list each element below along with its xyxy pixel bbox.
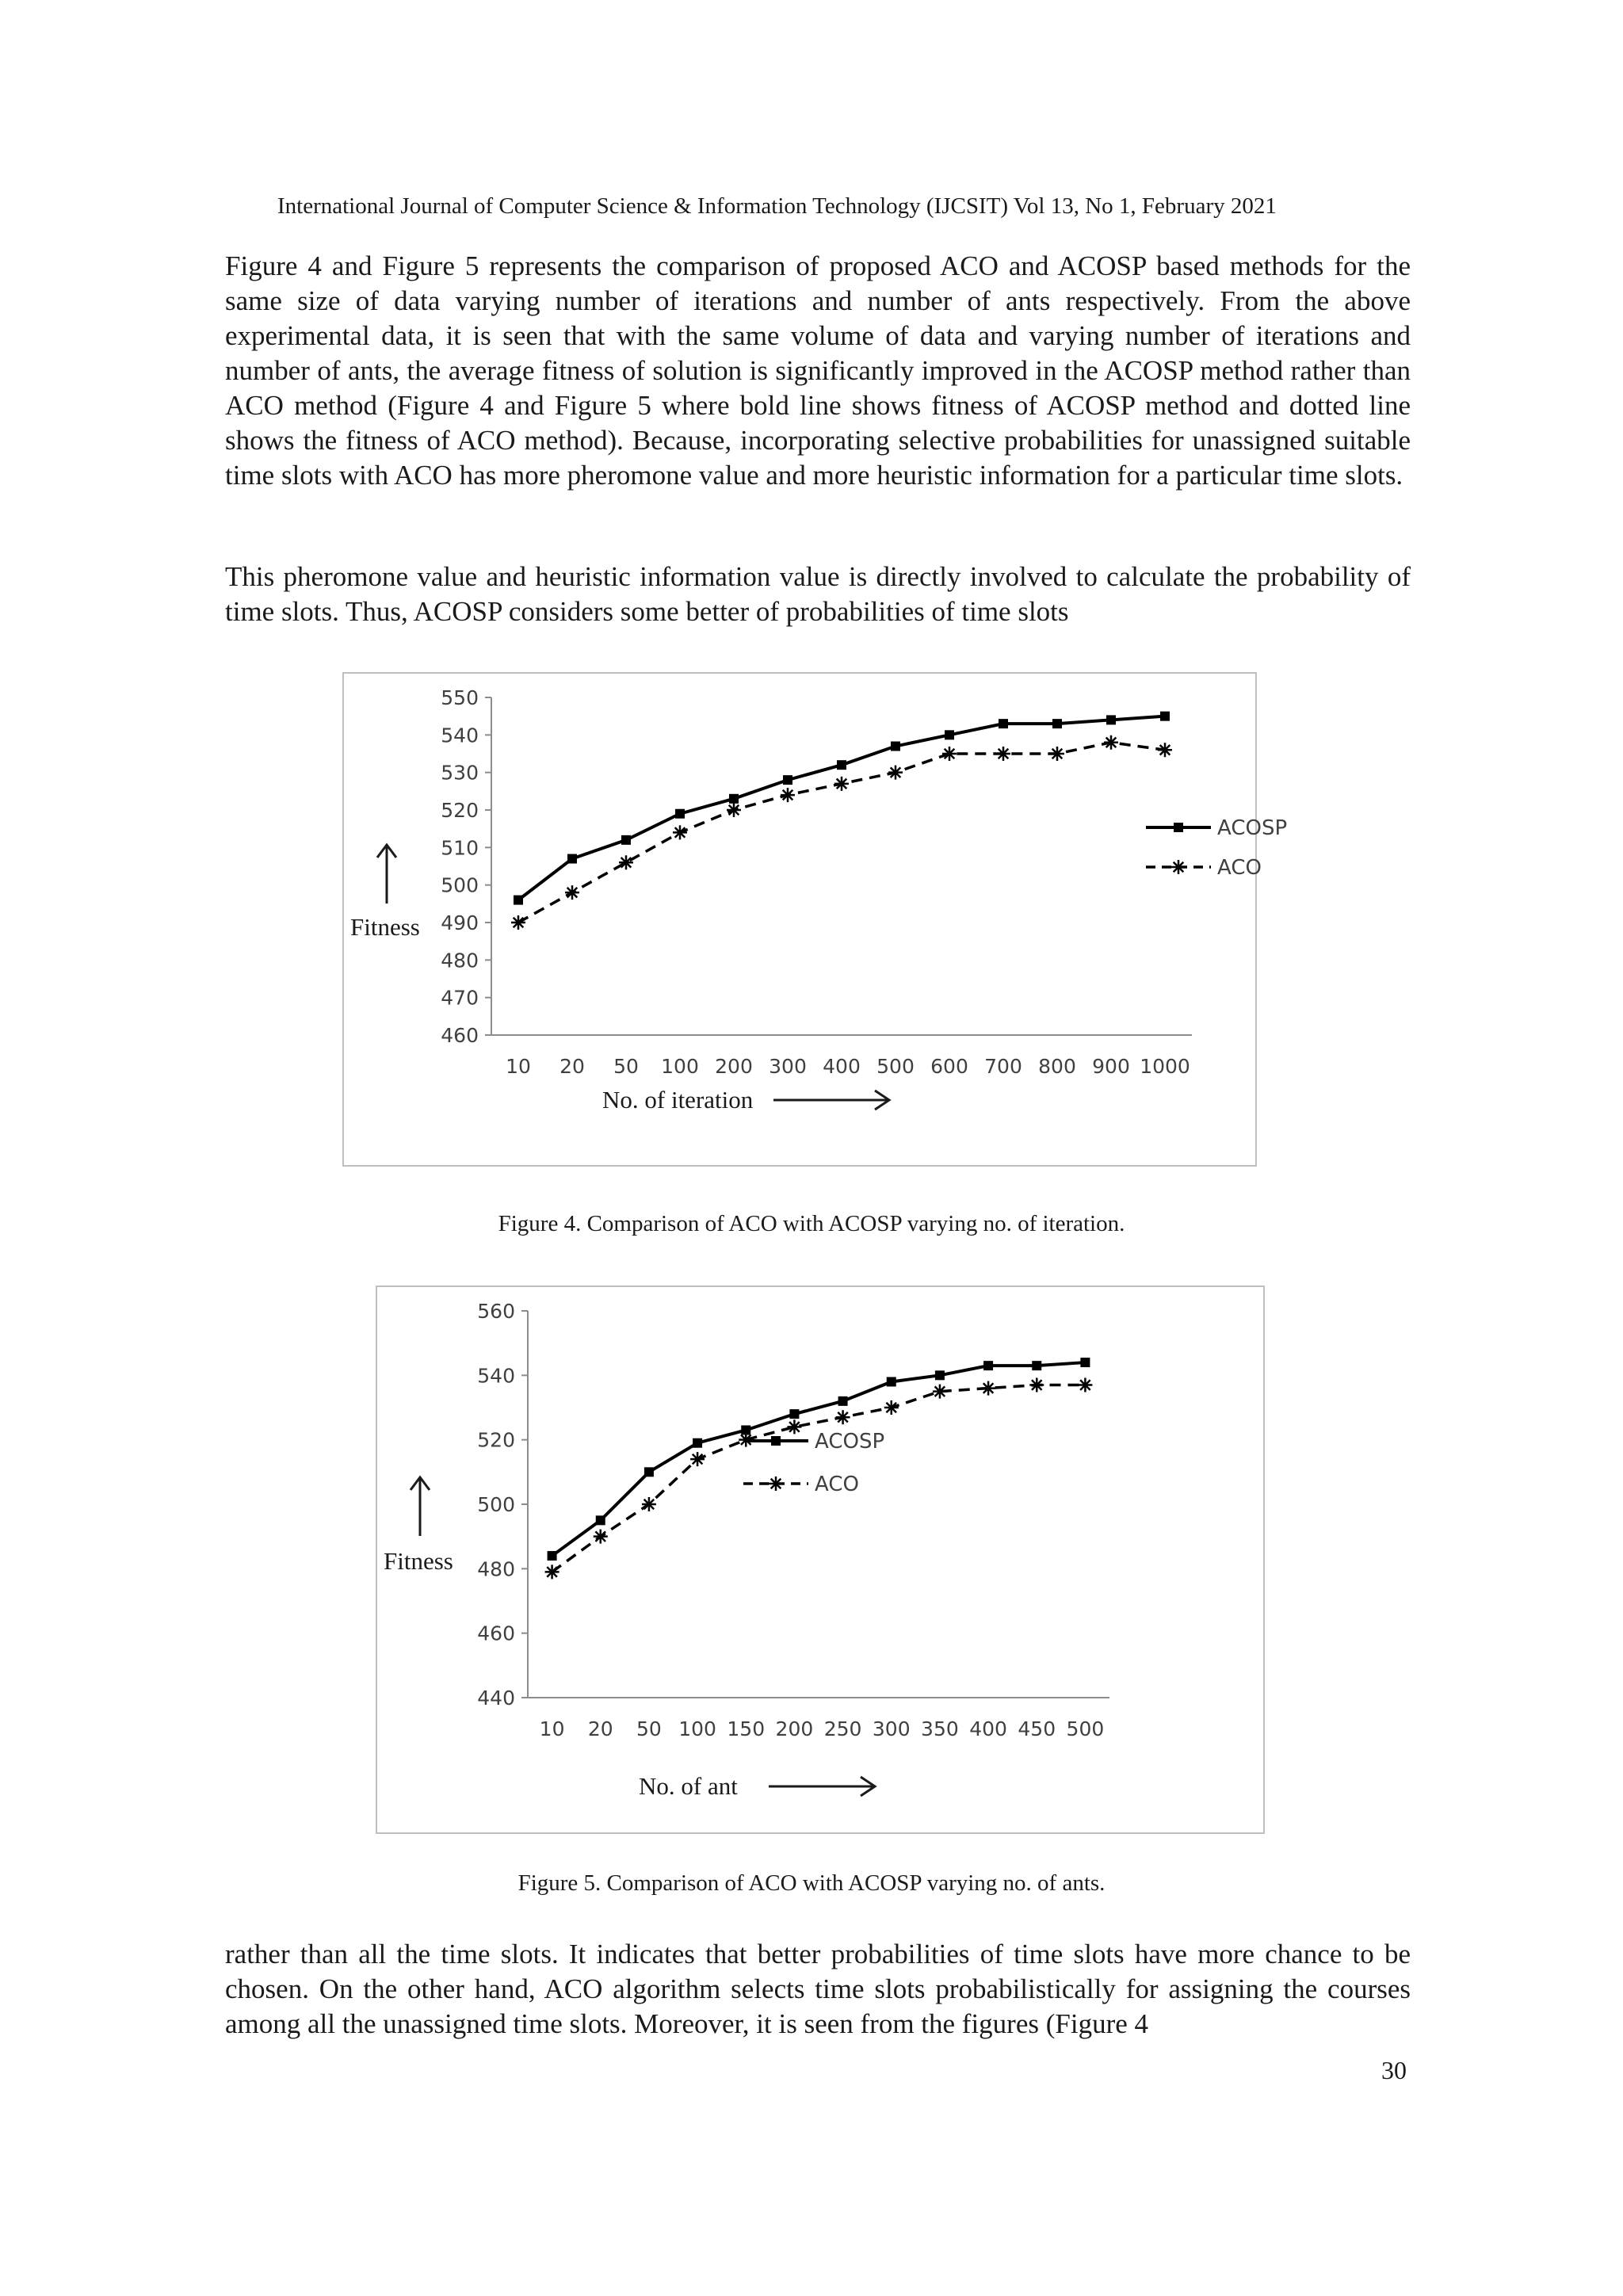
data-point-aco <box>1078 1378 1092 1392</box>
x-tick-label: 800 <box>1038 1055 1076 1078</box>
data-point-aco <box>981 1381 995 1396</box>
figure-4-caption: Figure 4. Comparison of ACO with ACOSP varying no. of iteration. <box>498 1211 1125 1236</box>
legend-label-aco: ACO <box>1217 856 1262 880</box>
data-point-acosp <box>838 1396 848 1406</box>
data-point-aco <box>1029 1378 1044 1392</box>
legend-marker-acosp <box>1174 823 1183 832</box>
x-axis-label: No. of ant <box>639 1772 738 1800</box>
data-point-aco <box>727 803 741 817</box>
x-tick-label: 10 <box>539 1717 565 1740</box>
data-point-aco <box>1158 743 1172 757</box>
legend-label-acosp: ACOSP <box>815 1430 885 1454</box>
data-point-aco <box>933 1385 947 1399</box>
data-point-aco <box>565 885 579 900</box>
data-point-acosp <box>1160 712 1170 721</box>
data-point-aco <box>942 747 957 761</box>
legend-marker-aco <box>769 1477 783 1491</box>
figure-4-svg <box>344 674 1288 1165</box>
y-tick-label: 500 <box>441 873 479 897</box>
data-point-acosp <box>783 775 792 785</box>
y-tick-label: 560 <box>477 1300 515 1323</box>
data-point-aco <box>1104 735 1118 750</box>
y-tick-label: 470 <box>441 986 479 1010</box>
y-axis-label: Fitness <box>384 1547 453 1575</box>
series-line-acosp <box>552 1362 1086 1556</box>
y-axis-label: Fitness <box>350 913 420 941</box>
x-tick-label: 600 <box>930 1055 968 1078</box>
x-tick-label: 150 <box>727 1717 766 1740</box>
data-point-acosp <box>644 1467 654 1477</box>
data-point-aco <box>888 766 903 780</box>
y-tick-label: 480 <box>441 949 479 972</box>
data-point-aco <box>996 747 1010 761</box>
figure-4-chart <box>342 672 1288 1167</box>
journal-header: International Journal of Computer Science & Information Technology (IJCSIT) Vol 13, No 1, February 2021 <box>277 193 1277 219</box>
data-point-aco <box>781 788 795 802</box>
data-point-acosp <box>1032 1361 1041 1370</box>
x-tick-label: 10 <box>506 1055 531 1078</box>
y-tick-label: 510 <box>441 836 479 860</box>
data-point-aco <box>1050 747 1064 761</box>
data-point-acosp <box>567 854 577 864</box>
x-tick-label: 400 <box>823 1055 861 1078</box>
figure-5-caption: Figure 5. Comparison of ACO with ACOSP varying no. of ants. <box>517 1870 1106 1896</box>
y-tick-label: 480 <box>477 1557 515 1581</box>
data-point-acosp <box>693 1438 702 1448</box>
data-point-aco <box>642 1497 656 1511</box>
data-point-aco <box>834 777 849 791</box>
data-point-acosp <box>891 742 900 751</box>
data-point-acosp <box>1106 715 1116 724</box>
x-tick-label: 400 <box>969 1717 1007 1740</box>
x-tick-label: 500 <box>876 1055 915 1078</box>
page-number: 30 <box>1381 2056 1407 2084</box>
x-tick-label: 1000 <box>1140 1055 1190 1078</box>
data-point-acosp <box>935 1370 945 1380</box>
data-point-acosp <box>945 730 954 739</box>
data-point-acosp <box>1080 1358 1090 1367</box>
legend-label-aco: ACO <box>815 1473 859 1496</box>
legend-label-acosp: ACOSP <box>1217 816 1288 840</box>
x-tick-label: 700 <box>984 1055 1022 1078</box>
x-tick-label: 450 <box>1018 1717 1056 1740</box>
x-tick-label: 250 <box>823 1717 862 1740</box>
x-axis-label: No. of iteration <box>602 1086 754 1114</box>
data-point-aco <box>739 1433 753 1447</box>
data-point-aco <box>787 1419 801 1434</box>
data-point-acosp <box>999 719 1008 728</box>
y-tick-label: 440 <box>477 1687 515 1710</box>
y-tick-label: 500 <box>477 1493 515 1516</box>
legend-marker-acosp <box>771 1436 781 1446</box>
data-point-aco <box>690 1452 705 1466</box>
x-tick-label: 50 <box>613 1055 639 1078</box>
y-tick-label: 550 <box>441 686 479 709</box>
data-point-aco <box>884 1400 899 1415</box>
data-point-aco <box>511 915 525 930</box>
x-tick-label: 100 <box>661 1055 699 1078</box>
data-point-acosp <box>789 1409 799 1419</box>
x-tick-label: 300 <box>872 1717 911 1740</box>
data-point-acosp <box>548 1551 557 1561</box>
data-point-acosp <box>675 809 685 819</box>
x-tick-label: 350 <box>921 1717 959 1740</box>
data-point-aco <box>619 855 633 869</box>
x-tick-label: 50 <box>636 1717 662 1740</box>
x-tick-label: 100 <box>678 1717 716 1740</box>
figure-5-chart <box>376 1286 1265 1834</box>
data-point-acosp <box>887 1377 896 1386</box>
data-point-acosp <box>729 794 739 804</box>
y-tick-label: 490 <box>441 911 479 934</box>
data-point-acosp <box>983 1361 993 1370</box>
x-tick-label: 300 <box>769 1055 807 1078</box>
data-point-acosp <box>837 760 846 770</box>
x-tick-label: 200 <box>715 1055 753 1078</box>
y-tick-label: 540 <box>477 1364 515 1388</box>
data-point-aco <box>836 1410 850 1424</box>
y-tick-label: 460 <box>441 1024 479 1047</box>
data-point-aco <box>594 1530 608 1544</box>
y-tick-label: 520 <box>441 799 479 822</box>
series-line-acosp <box>518 716 1165 900</box>
figure-5-svg <box>377 1287 1263 1832</box>
x-tick-label: 20 <box>559 1055 585 1078</box>
x-tick-label: 900 <box>1092 1055 1130 1078</box>
data-point-aco <box>673 825 687 839</box>
x-tick-label: 500 <box>1066 1717 1105 1740</box>
x-tick-label: 20 <box>587 1717 613 1740</box>
y-tick-label: 540 <box>441 724 479 747</box>
paragraph-1: Figure 4 and Figure 5 represents the comparison of proposed ACO and ACOSP based methods for the same size of data varying number of iterations and number of ants respectively. From the above experimental data, it is seen that with the same volume of data and varying number of iterations and number of ants, the average fitness of solution is significantly improved in the ACOSP method rather than ACO method (Figure 4 and Figure 5 where bold line shows fitness of ACOSP method and dotted line shows the fitness of ACO method). Because, incorporating selective probabilities for unassigned suitable time slots with ACO has more pheromone value and more heuristic information for a particular time slots. <box>225 250 1411 491</box>
legend-marker-aco <box>1171 860 1186 874</box>
data-point-acosp <box>596 1515 605 1525</box>
data-point-aco <box>545 1564 559 1579</box>
x-tick-label: 200 <box>775 1717 814 1740</box>
data-point-acosp <box>1052 719 1062 728</box>
paragraph-3: rather than all the time slots. It indicates that better probabilities of time slots have more chance to be chosen. On the other hand, ACO algorithm selects time slots probabilistically for assigning the courses among all the unassigned time slots. Moreover, it is seen from the figures (Figure 4 <box>225 1939 1411 2039</box>
data-point-acosp <box>514 896 523 905</box>
data-point-acosp <box>621 835 631 845</box>
paragraph-2: This pheromone value and heuristic information value is directly involved to calculate the probability of time slots. Thus, ACOSP considers some better of probabilities of time slots <box>225 561 1411 627</box>
y-tick-label: 530 <box>441 761 479 785</box>
y-tick-label: 520 <box>477 1428 515 1452</box>
y-tick-label: 460 <box>477 1622 515 1645</box>
